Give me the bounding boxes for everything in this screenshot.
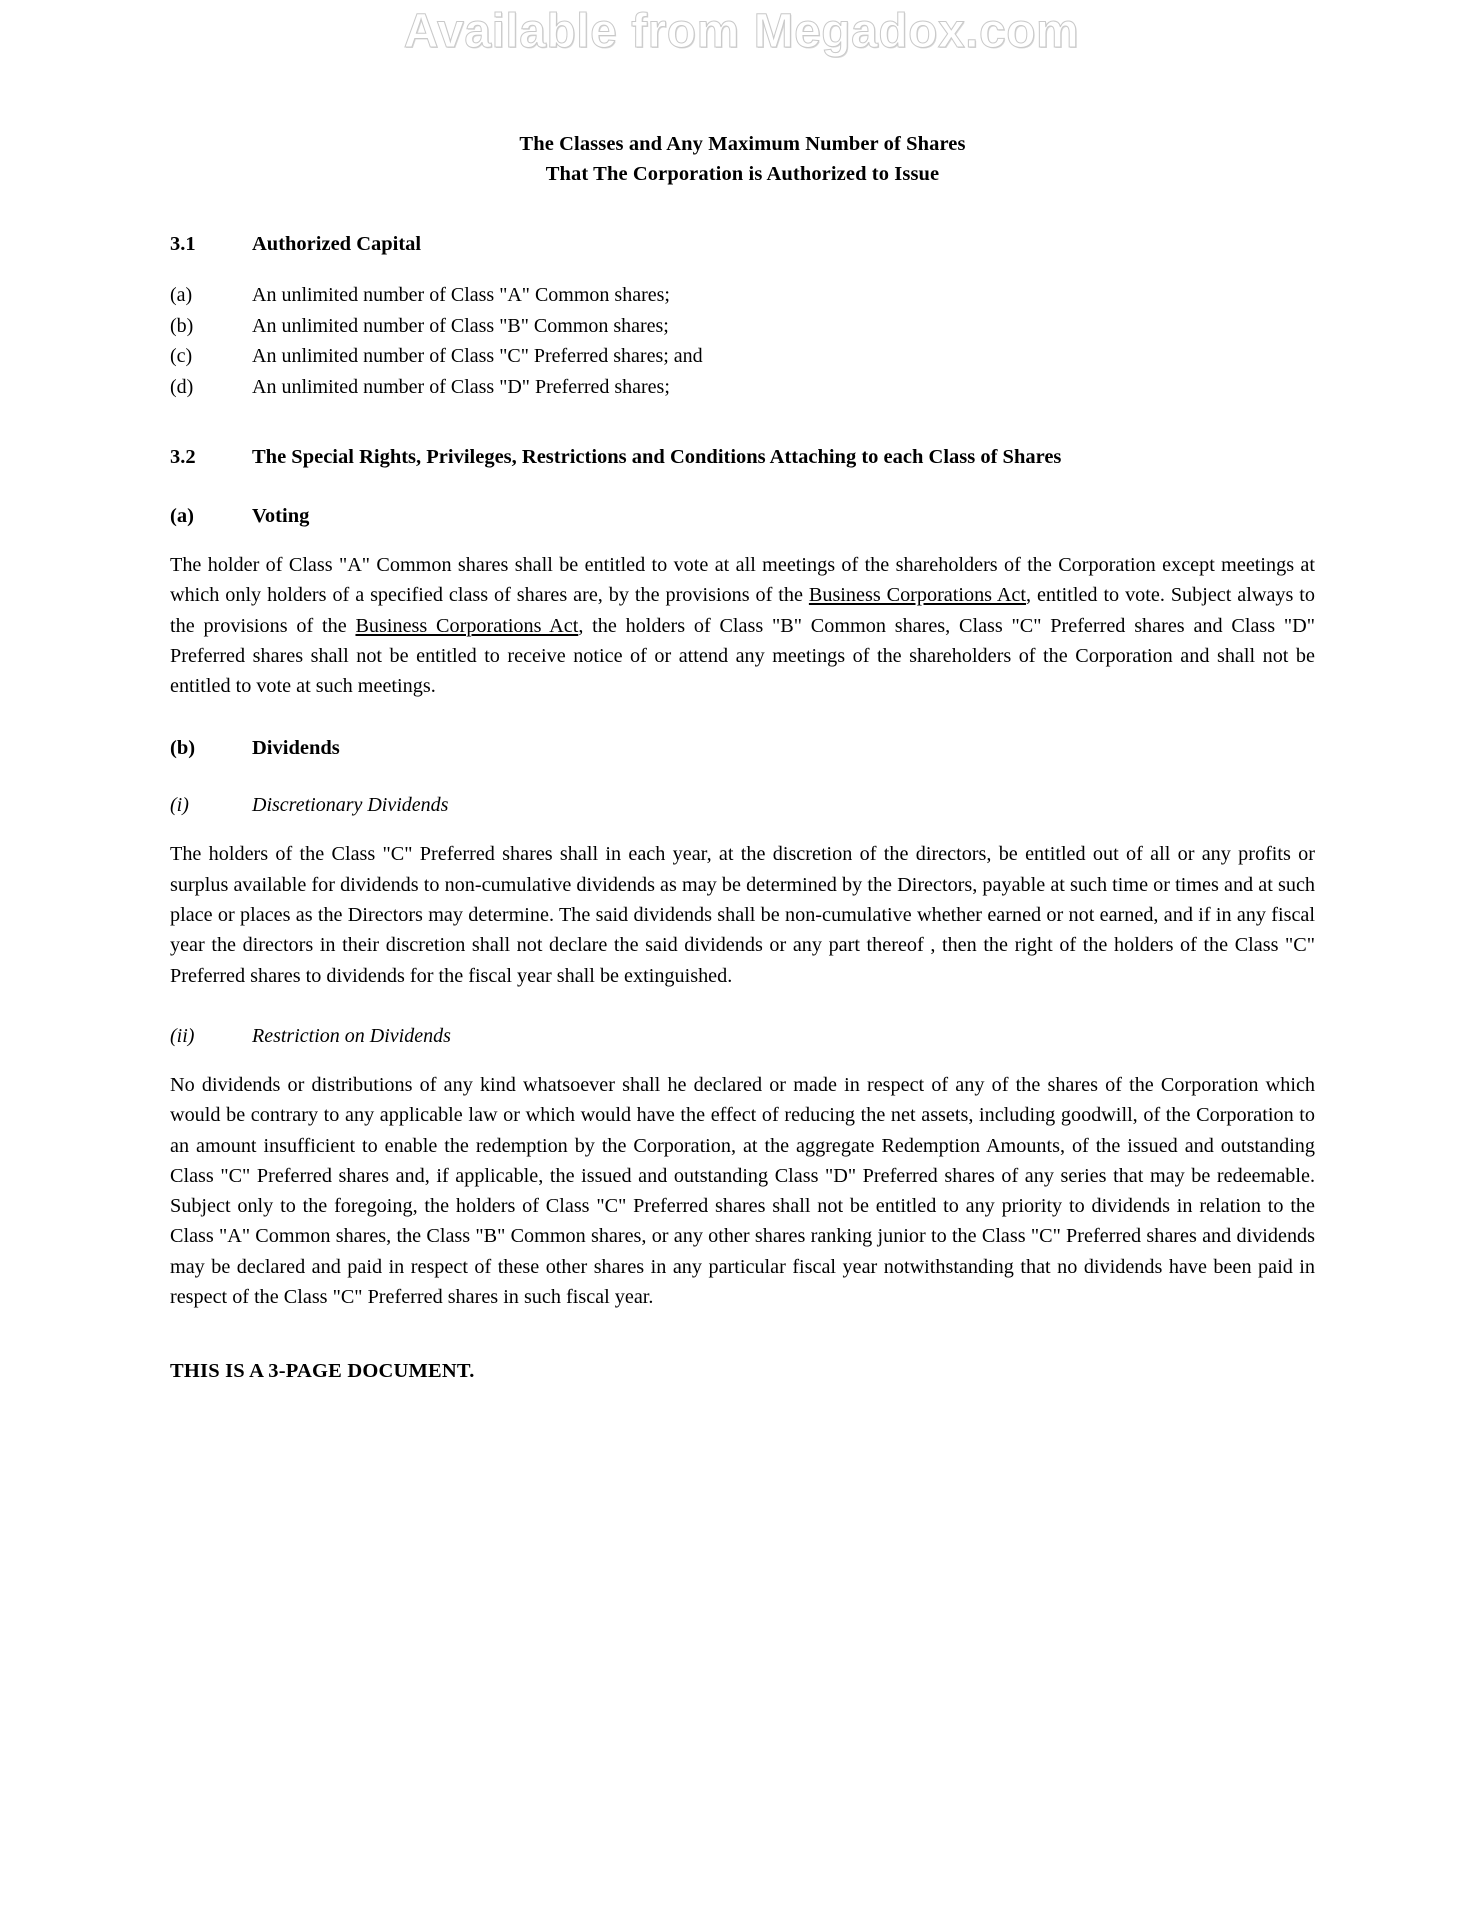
- discretionary-dividends-paragraph: The holders of the Class "C" Preferred shares shall in each year, at the discretion of the directors, be entitled out of all or any profits or surplus available for dividends to non-cumulative dividends as may be determined by the Directors, payable at such time or times and at such place or places as the Directors may determine. The said dividends shall be non-cumulative whether earned or not earned, and if in any fiscal year the directors in their discretion shall not declare the said dividends or any part thereof , then the right of the holders of the Class "C" Preferred shares to dividends for the fiscal year shall be extinguished.: [170, 843, 1315, 987]
- restriction-on-dividends-paragraph: No dividends or distributions of any kind whatsoever shall he declared or made in respect of any of the shares of the Corporation which would be contrary to any applicable law or which would have the effect of reducing the net assets, including goodwill, of the Corporation to an amount insufficient to enable the redemption by the Corporation, at the aggregate Redemption Amounts, of the issued and outstanding Class "C" Preferred shares and, if applicable, the issued and outstanding Class "D" Preferred shares of any series that may be redeemable. Subject only to the foregoing, the holders of Class "C" Preferred shares shall not be entitled to any priority to dividends in relation to the Class "A" Common shares, the Class "B" Common shares, or any other shares ranking junior to the Class "C" Preferred shares and dividends may be declared and paid in respect of these other shares in any particular fiscal year notwithstanding that no dividends have been paid in respect of the Class "C" Preferred shares in such fiscal year.: [170, 1073, 1315, 1309]
- page-title-line-1: The Classes and Any Maximum Number of Shares: [519, 133, 966, 155]
- voting-paragraph-part-2: , entitled to vote. Subject always to the provisions of the: [170, 584, 1315, 637]
- subitem-label-i: (i): [170, 794, 189, 817]
- section-title-3-2: The Special Rights, Privileges, Restrictions and Conditions Attaching to each Class of Shares: [252, 446, 1062, 468]
- list-item-label: (a): [170, 284, 193, 307]
- list-item: [170, 311, 1315, 341]
- subsection-heading-dividends: [170, 737, 1315, 760]
- statute-name-2: Business Corporations Act: [355, 614, 579, 637]
- subitem-heading-discretionary-dividends: [170, 794, 1315, 817]
- voting-paragraph-part-1: The holder of Class "A" Common shares shall be entitled to vote at all meetings of the shareholders of the Corporation except meetings at which only holders of a specified class of shares are, by the provisions of the: [170, 554, 1315, 607]
- page-title-line-2: That The Corporation is Authorized to Issue: [545, 162, 940, 185]
- watermark-text: Available from Megadox.com: [403, 5, 1080, 58]
- section-heading-3-1: [170, 233, 1315, 256]
- subitem-heading-restriction-on-dividends: [170, 1025, 1315, 1048]
- subsection-title-voting: Voting: [252, 505, 310, 527]
- subsection-label-a: (a): [170, 505, 194, 527]
- list-item-text: An unlimited number of Class "D" Preferred shares;: [252, 375, 670, 398]
- document-body: [170, 130, 1315, 1383]
- section-heading-3-2: [170, 446, 1315, 469]
- list-item-label: (d): [170, 375, 194, 398]
- list-item-label: (c): [170, 345, 193, 368]
- page-title: [170, 130, 1315, 189]
- list-item: [170, 280, 1315, 310]
- subitem-title-discretionary-dividends: Discretionary Dividends: [252, 794, 449, 817]
- voting-paragraph: [170, 550, 1315, 701]
- list-item-label: (b): [170, 314, 194, 337]
- closing-note: THIS IS A 3-PAGE DOCUMENT.: [170, 1360, 475, 1383]
- subsection-title-dividends: Dividends: [252, 737, 340, 760]
- list-item: [170, 372, 1315, 402]
- voting-paragraph-part-3: , the holders of Class "B" Common shares, Class "C" Preferred shares and Class "D" Preferred shares shall not be entitled to receive notice of or attend any meetings of the shareholders of the Corporation and shall not be entitled to vote at such meetings.: [170, 614, 1315, 698]
- subitem-title-restriction-on-dividends: Restriction on Dividends: [252, 1024, 451, 1047]
- section-number-3-2: 3.2: [170, 446, 196, 468]
- list-item-text: An unlimited number of Class "C" Preferred shares; and: [252, 345, 703, 368]
- list-item: [170, 341, 1315, 371]
- subsection-heading-voting: [170, 505, 1315, 528]
- authorized-capital-list: [170, 280, 1315, 402]
- section-title-3-1: Authorized Capital: [252, 233, 422, 256]
- list-item-text: An unlimited number of Class "B" Common shares;: [252, 314, 669, 337]
- subsection-label-b: (b): [170, 737, 196, 760]
- statute-name-1: Business Corporations Act: [808, 584, 1026, 607]
- section-number-3-1: 3.1: [170, 233, 196, 256]
- list-item-text: An unlimited number of Class "A" Common shares;: [252, 284, 670, 307]
- subitem-label-ii: (ii): [170, 1024, 195, 1047]
